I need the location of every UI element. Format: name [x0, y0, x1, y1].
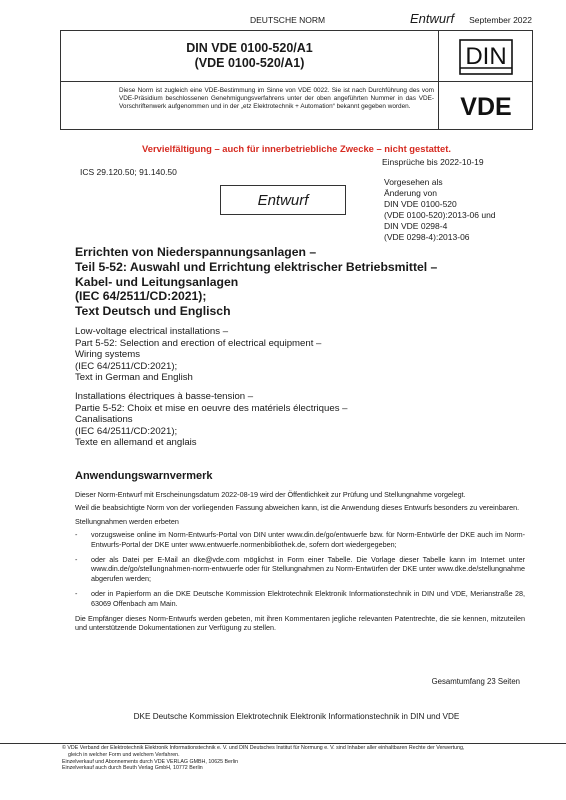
copyright-footer: © VDE Verband der Elektrotechnik Elektronik Informationstechnik e. V. und DIN Deutsches Institut für Normung e. V. sind Inhaber aller einhaltbaren Rechte der Verwertung, gleich in welcher Form und welchem Verfahren. Einzelverkauf und Abonnements durch VDE VERLAG GMBH, 10625 Berlin Einzelverkauf auch durch Beuth Verlag GmbH, 10772 Berlin — [62, 745, 465, 772]
din-logo — [439, 35, 533, 79]
standard-number: DIN VDE 0100-520/A1 (VDE 0100-520/A1) — [186, 41, 313, 70]
title-block — [75, 245, 535, 449]
list-item: - oder in Papierform an die DKE Deutsche Kommission Elektrotechnik Elektronik Informationstechnik in DIN und VDE, Merianstraße 28, 63069 Offenbach am Main. — [75, 589, 525, 608]
vde-notice: Diese Norm ist zugleich eine VDE-Bestimmung im Sinne von VDE 0022. Sie ist nach Durchführung des vom VDE-Präsidium beschlossenen Genehmigungsverfahrens unter der oben angeführten Nummer in das VDE-Vorschriftenwerk aufgenommen und in der „etz Elektrotechnik + Automation“ bekannt gegeben worden. — [119, 87, 434, 111]
section-heading: Anwendungswarnvermerk — [75, 470, 213, 482]
standard-header-box — [60, 30, 533, 130]
title-french: Installations électriques à basse-tension – Partie 5-52: Choix et mise en oeuvre des matériels électriques – Canalisations (IEC 64/2511/CD:2021); Texte en allemand et anglais — [75, 390, 348, 449]
objection-deadline: Einsprüche bis 2022-10-19 — [382, 157, 484, 167]
svg-text:VDE: VDE — [460, 93, 512, 119]
list-item: - oder als Datei per E-Mail an dke@vde.com möglichst in Form einer Tabelle. Die Vorlage dieser Tabelle kann im Internet unter www.din.de/go/stellungnahmen-norm-entwuerfe oder für Stellungnahmen zu Norm-Entwürfen der DKE unter www.dke.de/stellungnahme abgerufen werden; — [75, 555, 525, 583]
issue-date: September 2022 — [469, 15, 532, 25]
vde-logo — [439, 83, 533, 129]
dke-line: DKE Deutsche Kommission Elektrotechnik Elektronik Informationstechnik in DIN und VDE — [133, 712, 460, 721]
paragraph: Stellungnahmen werden erbeten — [75, 516, 179, 526]
paragraph: Weil die beabsichtigte Norm von der vorliegenden Fassung abweichen kann, ist die Anwendung dieses Entwurfs besonders zu vereinbaren. — [75, 503, 520, 513]
page-count: Gesamtumfang 23 Seiten — [431, 677, 520, 686]
svg-text:DIN: DIN — [465, 43, 507, 70]
norm-type-label: DEUTSCHE NORM — [250, 15, 326, 25]
title-english: Low-voltage electrical installations – Part 5-52: Selection and erection of electrical equipment – Wiring systems (IEC 64/2511/CD:2021); Text in German and English — [75, 325, 322, 384]
divider — [61, 81, 532, 82]
reproduction-warning: Vervielfältigung – auch für innerbetriebliche Zwecke – nicht gestattet. — [142, 143, 451, 154]
list-item: - vorzugsweise online im Norm-Entwurfs-Portal von DIN unter www.din.de/go/entwuerfe bzw. für Norm-Entwürfe der DKE auch im Norm-Entwurfs-Portal der DKE unter www.entwuerfe.normenbibliothek.de, sofern dort wiedergegeben; — [75, 530, 525, 549]
comment-options-list — [75, 530, 525, 608]
footer-divider — [0, 743, 566, 744]
title-german: Errichten von Niederspannungsanlagen – Teil 5-52: Auswahl und Errichtung elektrischer Betriebsmittel – Kabel- und Leitungsanlagen (IEC 64/2511/CD:2021); Text Deutsch und Englisch — [75, 245, 438, 319]
draft-stamp: Entwurf — [220, 185, 346, 215]
paragraph: Dieser Norm-Entwurf mit Erscheinungsdatum 2022-08-19 wird der Öffentlichkeit zur Prüfung und Stellungnahme vorgelegt. — [75, 490, 466, 499]
paragraph: Die Empfänger dieses Norm-Entwurfs werden gebeten, mit ihren Kommentaren jegliche relevanten Patentrechte, die sie kennen, mitzuteilen und unterstützende Dokumentationen zur Verfügung zu stellen. — [75, 614, 525, 633]
page-header — [60, 12, 532, 28]
application-warning-text — [75, 490, 525, 637]
ics-code: ICS 29.120.50; 91.140.50 — [80, 167, 177, 177]
draft-label: Entwurf — [410, 11, 455, 26]
intended-as-block: Vorgesehen als Änderung von DIN VDE 0100-520 (VDE 0100-520):2013-06 und DIN VDE 0298-4 (VDE 0298-4):2013-06 — [384, 177, 496, 242]
